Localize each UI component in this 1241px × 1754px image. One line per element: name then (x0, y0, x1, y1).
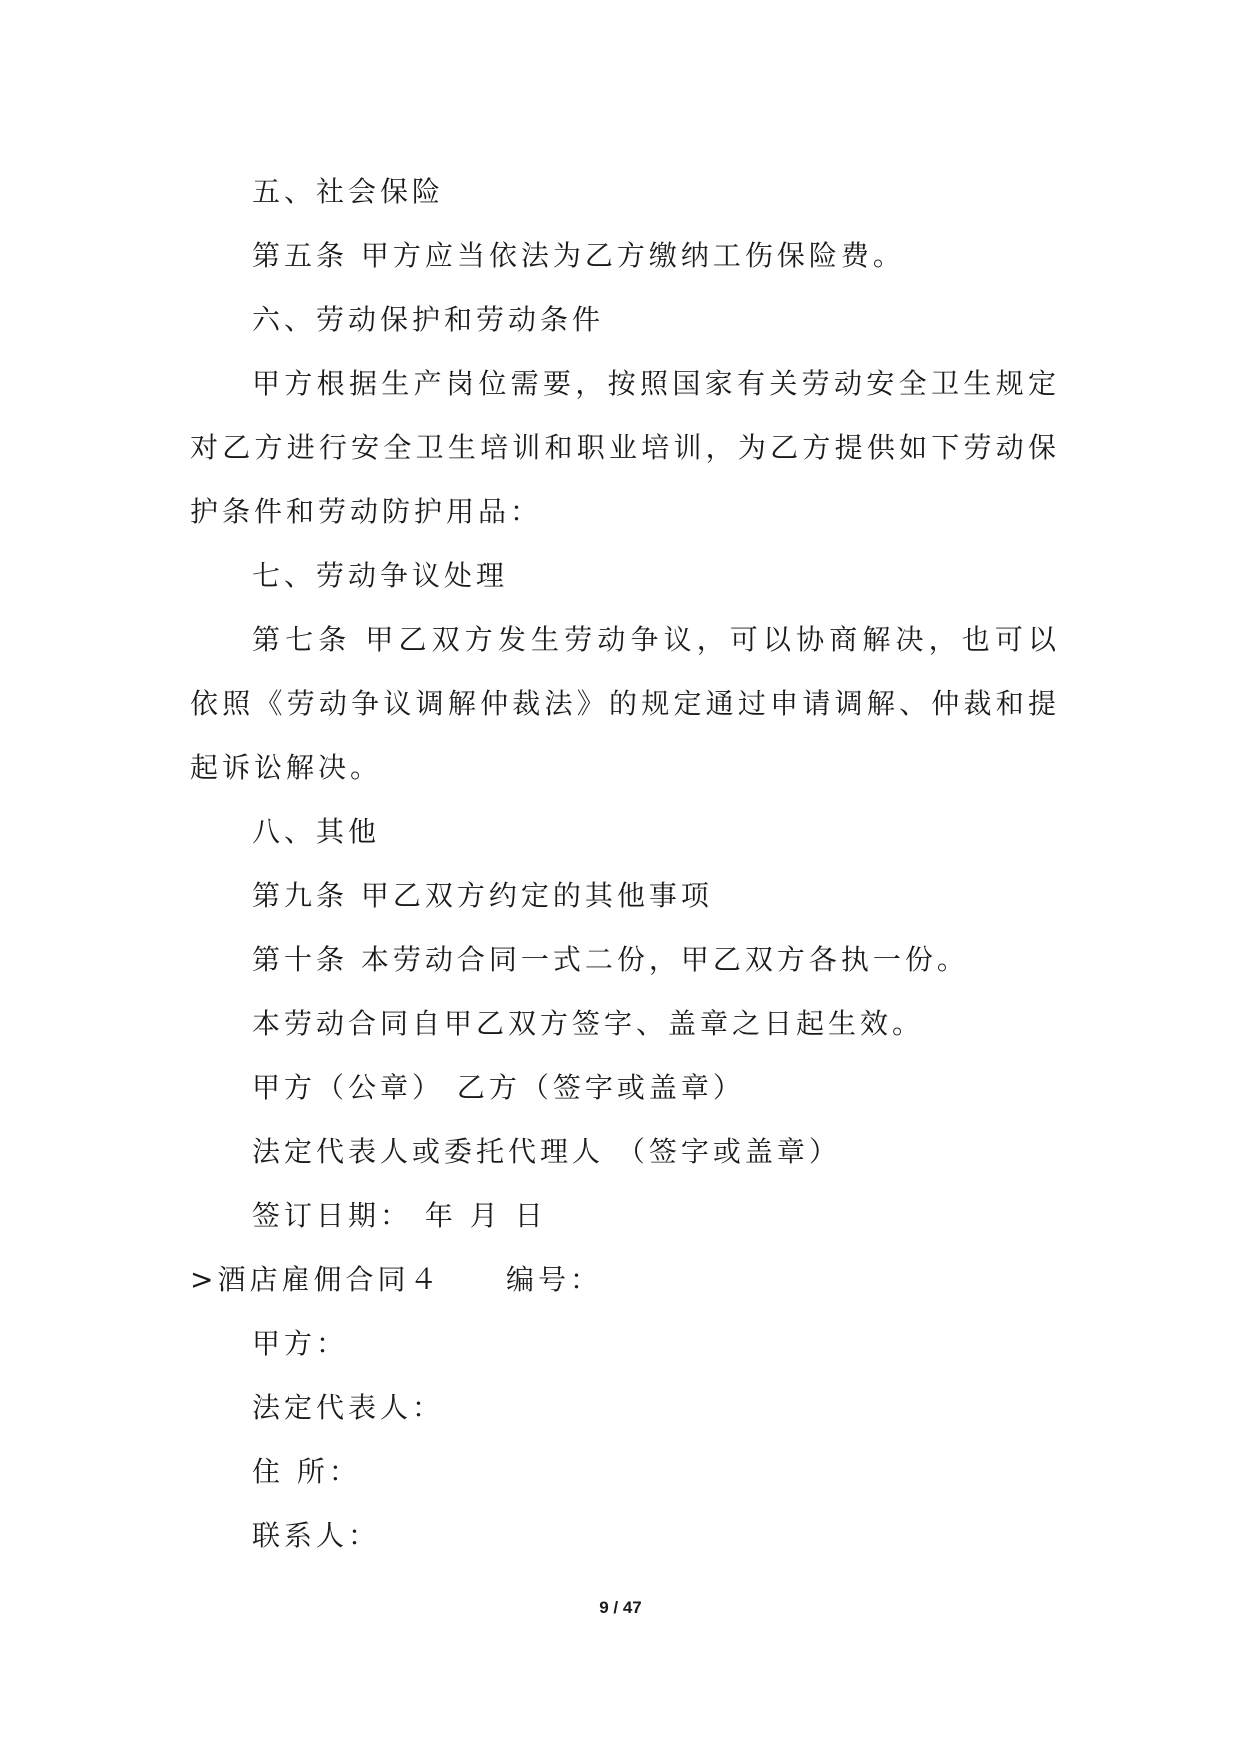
effective-clause: 本劳动合同自甲乙双方签字、盖章之日起生效。 (252, 1007, 925, 1040)
signature-parties: 甲方（公章） 乙方（签字或盖章） (252, 1071, 745, 1104)
contact-person: 联系人： (252, 1519, 381, 1552)
article-9: 第九条 甲乙双方约定的其他事项 (252, 879, 713, 912)
article-7: 第七条 甲乙双方发生劳动争议，可以协商解决，也可以依照《劳动争议调解仲裁法》的规定通过申请调解、仲裁和提起诉讼解决。 (190, 623, 1060, 784)
section-7-heading: 七、劳动争议处理 (252, 559, 509, 592)
legal-representative: 法定代表人： (252, 1391, 445, 1424)
section-8-heading: 八、其他 (252, 815, 381, 848)
signing-date: 签订日期： 年 月 日 (252, 1199, 547, 1232)
article-10: 第十条 本劳动合同一式二份，甲乙双方各执一份。 (252, 943, 969, 976)
article-5: 第五条 甲方应当依法为乙方缴纳工伤保险费。 (252, 239, 905, 272)
section-5-heading: 五、社会保险 (252, 175, 445, 208)
signature-representative: 法定代表人或委托代理人 （签字或盖章） (252, 1135, 841, 1168)
contract-4-title: >酒店雇佣合同４ 编号： (190, 1263, 602, 1296)
page-number: 9 / 47 (599, 1598, 642, 1617)
address: 住 所： (252, 1455, 361, 1488)
section-6-heading: 六、劳动保护和劳动条件 (252, 303, 605, 336)
party-a: 甲方： (252, 1327, 349, 1360)
section-6-paragraph: 甲方根据生产岗位需要，按照国家有关劳动安全卫生规定对乙方进行安全卫生培训和职业培训，为乙方提供如下劳动保护条件和劳动防护用品： (190, 367, 1060, 528)
document-body (190, 160, 1060, 1568)
